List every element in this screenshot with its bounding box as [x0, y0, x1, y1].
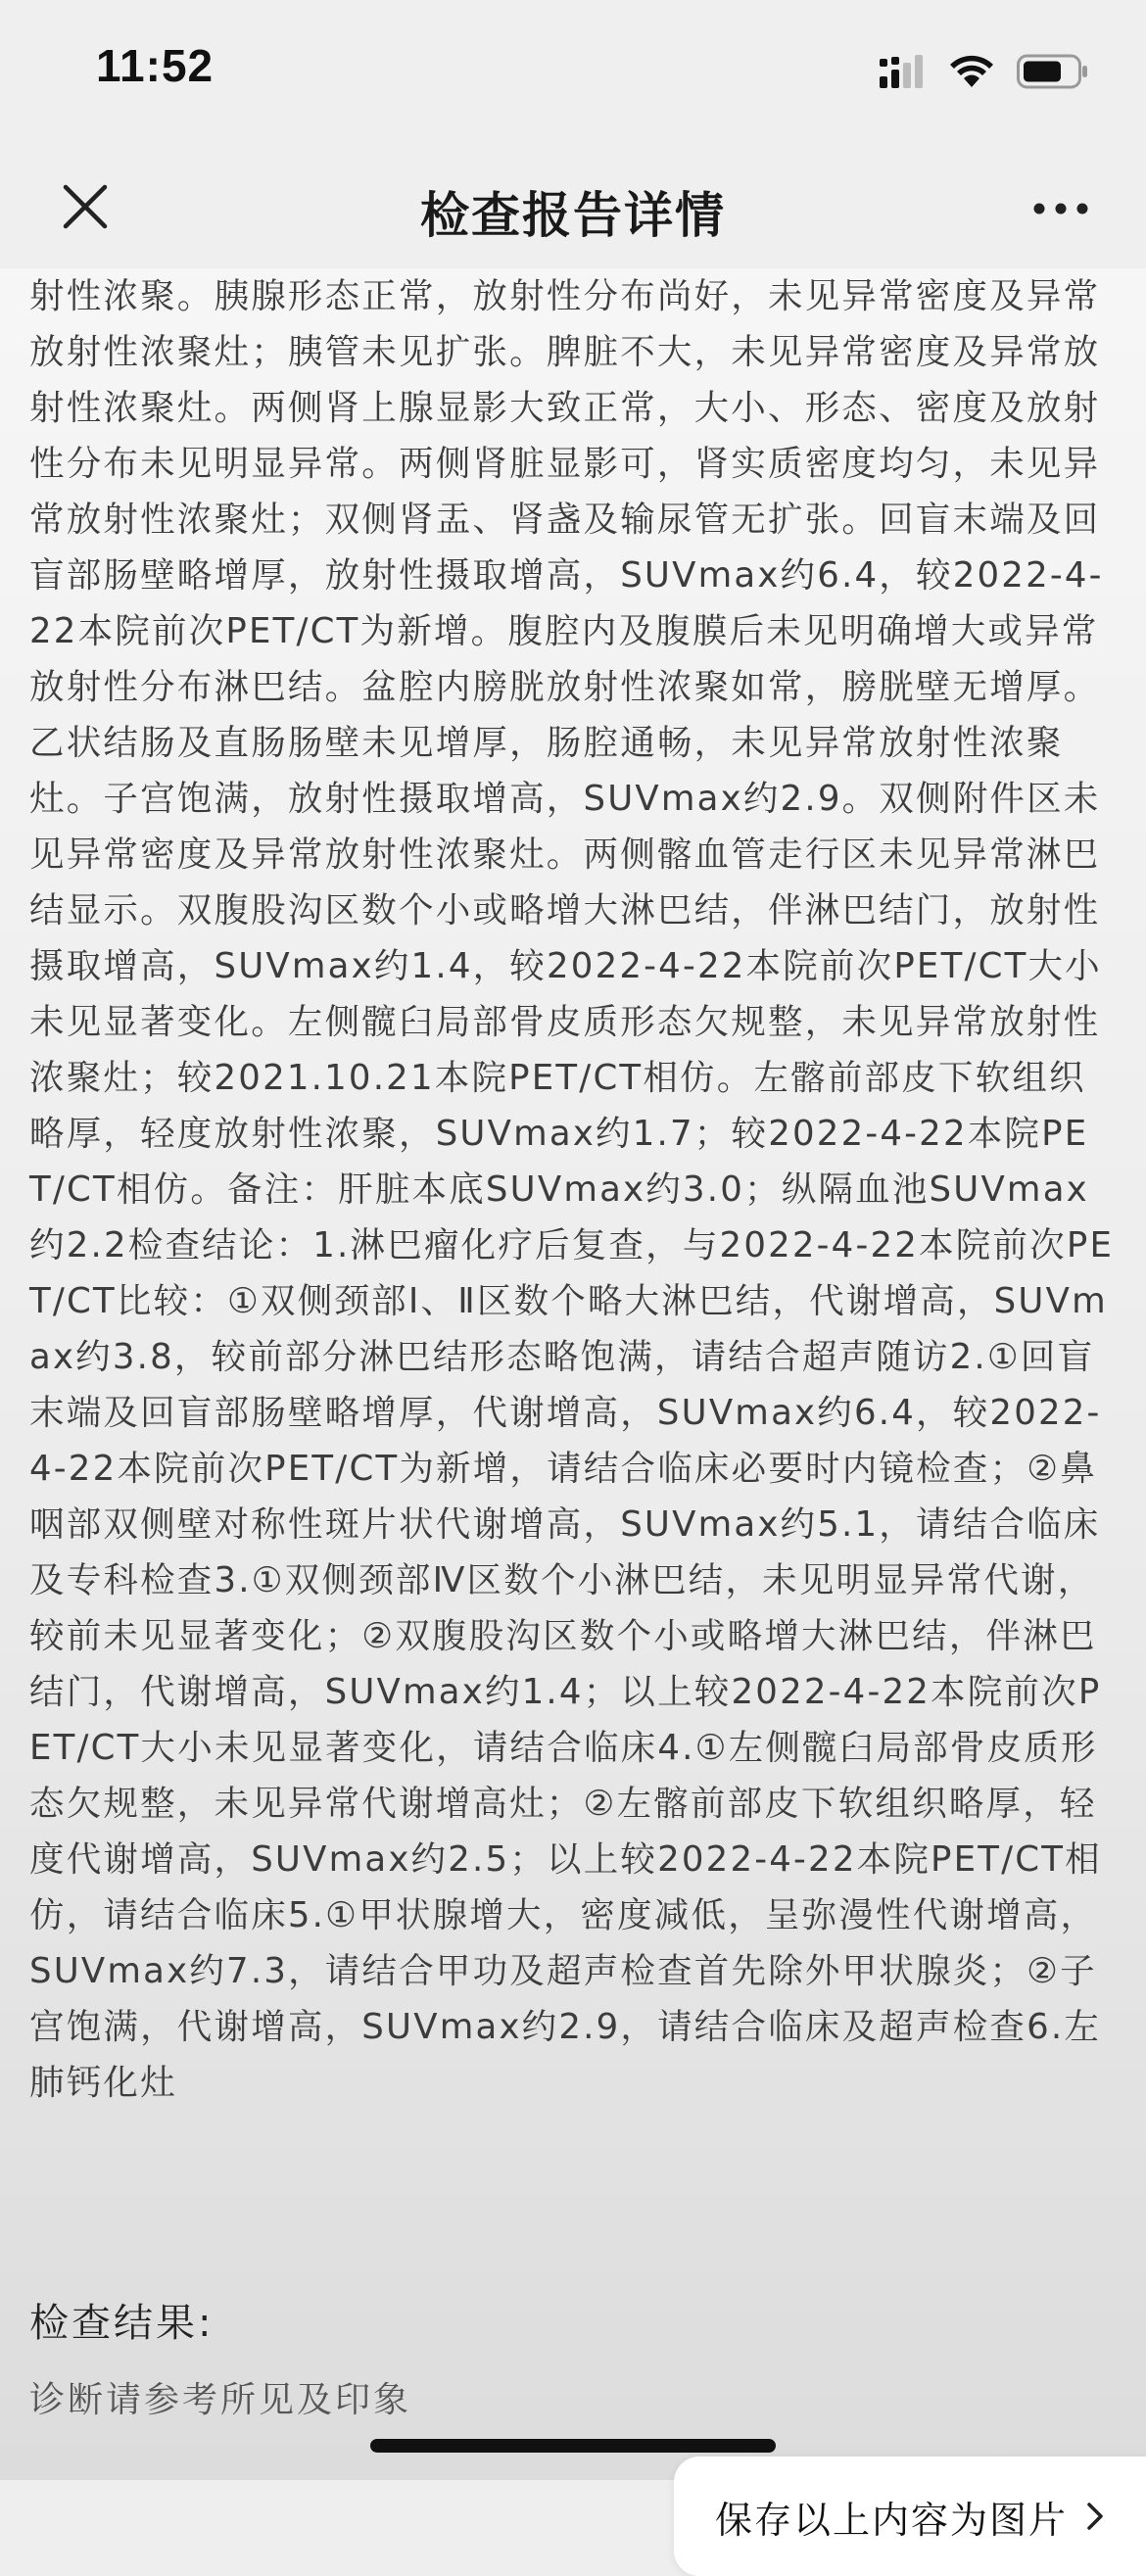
result-text: 诊断请参考所见及印象 — [29, 2380, 412, 2420]
save-as-image-button[interactable] — [674, 2457, 1146, 2576]
cellular-signal-icon — [880, 55, 927, 92]
wifi-icon — [948, 54, 995, 93]
status-icons — [880, 51, 1089, 96]
home-indicator[interactable] — [370, 2439, 776, 2453]
nav-bar — [0, 147, 1146, 269]
result-label: 检查结果: — [29, 2301, 215, 2346]
report-content[interactable] — [0, 268, 1146, 2542]
more-icon — [1031, 201, 1090, 216]
chevron-right-icon — [1085, 2501, 1105, 2532]
page-title: 检查报告详情 — [420, 187, 726, 244]
report-text: 射性浓聚。胰腺形态正常，放射性分布尚好，未见异常密度及异常放射性浓聚灶；胰管未见扩张。脾脏不大，未见异常密度及异常放射性浓聚灶。两侧肾上腺显影大致正常，大小、形态、密度及放射性分布未见明显异常。两侧肾脏显影可，肾实质密度均匀，未见异常放射性浓聚灶；双侧肾盂、肾盏及输尿管无扩张。回盲末端及回盲部肠壁略增厚，放射性摄取增高，SUVmax约6.4，较2022-4-22本院前次PET/CT为新增。腹腔内及腹膜后未见明确增大或异常放射性分布淋巴结。盆腔内膀胱放射性浓聚如常，膀胱壁无增厚。乙状结肠及直肠肠壁未见增厚，肠腔通畅，未见异常放射性浓聚灶。子宫饱满，放射性摄取增高，SUVmax约2.9。双侧附件区未见异常密度及异常放射性浓聚灶。两侧髂血管走行区未见异常淋巴结显示。双腹股沟区数个小或略增大淋巴结，伴淋巴结门，放射性摄取增高，SUVmax约1.4，较2022-4-22本院前次PET/CT大小未见显著变化。左侧髋臼局部骨皮质形态欠规整，未见异常放射性浓聚灶；较2021.10.21本院PET/CT相仿。左髂前部皮下软组织略厚，轻度放射性浓聚，SUVmax约1.7；较2022-4-22本院PET/CT相仿。备注：肝脏本底SUVmax约3.0；纵隔血池SUVmax约2.2检查结论：1.淋巴瘤化疗后复查，与2022-4-22本院前次PET/CT比较：①双侧颈部Ⅰ、Ⅱ区数个略大淋巴结，代谢增高，SUVmax约3.8，较前部分淋巴结形态略饱满，请结合超声随访2.①回盲末端及回盲部肠壁略增厚，代谢增高，SUVmax约6.4，较2022-4-22本院前次PET/CT为新增，请结合临床必要时内镜检查；②鼻咽部双侧壁对称性斑片状代谢增高，SUVmax约5.1，请结合临床及专科检查3.①双侧颈部Ⅳ区数个小淋巴结，未见明显异常代谢，较前未见显著变化；②双腹股沟区数个小或略增大淋巴结，伴淋巴结门，代谢增高，SUVmax约1.4；以上较2022-4-22本院前次PET/CT大小未见显著变化，请结合临床4.①左侧髋臼局部骨皮质形态欠规整，未见异常代谢增高灶；②左髂前部皮下软组织略厚，轻度代谢增高，SUVmax约2.5；以上较2022-4-22本院PET/CT相仿，请结合临床5.①甲状腺增大，密度减低，呈弥漫性代谢增高，SUVmax约7.3，请结合甲功及超声检查首先除外甲状腺炎；②子宫饱满，代谢增高，SUVmax约2.9，请结合临床及超声检查6.左肺钙化灶 — [29, 276, 1115, 2103]
battery-icon — [1017, 54, 1089, 93]
more-button[interactable] — [1028, 176, 1093, 241]
status-bar — [0, 0, 1146, 147]
save-as-image-label: 保存以上内容为图片 — [714, 2498, 1068, 2542]
status-time: 11:52 — [96, 40, 215, 91]
